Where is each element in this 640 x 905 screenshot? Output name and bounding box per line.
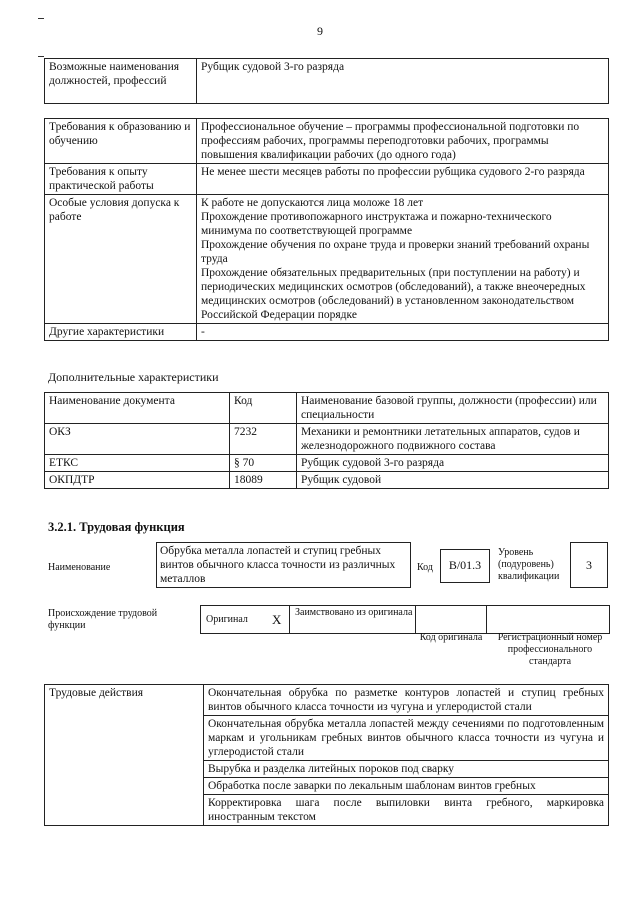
req-row-conditions — [45, 195, 609, 324]
margin-mark — [38, 56, 44, 57]
cell-doc: ЕТКС — [45, 455, 230, 472]
additional-table — [44, 392, 609, 489]
positions-table — [44, 58, 609, 104]
additional-title: Дополнительные характеристики — [48, 370, 219, 384]
borrowed-label: Заимствовано из оригинала — [295, 607, 413, 618]
additional-header-row — [45, 393, 609, 424]
level-label: Уровень (подуровень) квалификации — [498, 547, 560, 582]
action-item: Окончательная обрубка по разметке контуров лопастей и ступиц гребных винтов обычного класса точности из чугуна и углеродистой стали — [204, 685, 609, 716]
table-row — [45, 685, 609, 716]
original-mark: X — [272, 612, 282, 627]
function-name-label: Наименование — [48, 562, 111, 573]
action-item: Обработка после заварки по лекальным шаблонам винтов гребных — [204, 778, 609, 795]
cell-doc: ОКПДТР — [45, 472, 230, 489]
action-item: Корректировка шага после выпиловки винта гребного, маркировка иностранным текстом — [204, 795, 609, 826]
action-item: Окончательная обрубка металла лопастей между сечениями по подготовленным маркам и угольникам гребных винтов обычного класса точности из чугуна и углеродистой стали — [204, 716, 609, 761]
requirements-table — [44, 118, 609, 341]
page-number: 9 — [317, 24, 323, 38]
cell-code: 18089 — [230, 472, 297, 489]
origin-label: Происхождение трудовой функции — [48, 608, 158, 631]
function-code-value: B/01.3 — [440, 549, 490, 583]
col-header: Наименование документа — [45, 393, 230, 424]
req-value: Не менее шести месяцев работы по профессии рубщика судового 2-го разряда — [197, 164, 609, 195]
cell-name: Механики и ремонтники летательных аппаратов, судов и железнодорожного подвижного состава — [297, 424, 609, 455]
req-line: Прохождение обучения по охране труда и проверки знаний требований охраны труда — [201, 239, 590, 265]
req-label: Другие характеристики — [45, 324, 197, 341]
positions-value: Рубщик судовой 3-го разряда — [197, 59, 609, 104]
col-header: Наименование базовой группы, должности (профессии) или специальности — [297, 393, 609, 424]
divider — [415, 605, 416, 634]
actions-label: Трудовые действия — [45, 685, 204, 826]
divider — [289, 605, 290, 634]
actions-table — [44, 684, 609, 826]
original-label: Оригинал — [206, 614, 248, 625]
action-item: Вырубка и разделка литейных пороков под сварку — [204, 761, 609, 778]
table-row — [45, 472, 609, 489]
cell-code: 7232 — [230, 424, 297, 455]
table-row — [45, 455, 609, 472]
margin-mark — [38, 18, 44, 19]
req-line: Прохождение противопожарного инструктажа и пожарно-технического минимума по соответствующей программе — [201, 211, 552, 237]
table-row — [45, 424, 609, 455]
function-name-value: Обрубка металла лопастей и ступиц гребных винтов обычного класса точности из различных металлов — [156, 542, 411, 588]
req-label: Особые условия допуска к работе — [45, 195, 197, 324]
req-row-education — [45, 119, 609, 164]
positions-label: Возможные наименования должностей, профессий — [45, 59, 197, 104]
reg-caption: Регистрационный номер профессионального стандарта — [497, 632, 603, 667]
req-label: Требования к опыту практической работы — [45, 164, 197, 195]
req-label: Требования к образованию и обучению — [45, 119, 197, 164]
level-value: 3 — [570, 542, 608, 588]
req-value: - — [197, 324, 609, 341]
code-caption: Код оригинала — [419, 632, 483, 643]
req-row-experience — [45, 164, 609, 195]
req-value — [197, 195, 609, 324]
divider — [486, 605, 487, 634]
col-header: Код — [230, 393, 297, 424]
cell-name: Рубщик судовой 3-го разряда — [297, 455, 609, 472]
function-heading: 3.2.1. Трудовая функция — [48, 520, 185, 534]
req-line: Прохождение обязательных предварительных (при поступлении на работу) и периодических медицинских осмотров (обследований), а также внеочередных медицинских осмотров (обследований) в установленном законодательством Российской Федерации порядке — [201, 267, 586, 321]
req-row-other — [45, 324, 609, 341]
req-line: К работе не допускаются лица моложе 18 лет — [201, 197, 424, 209]
cell-doc: ОКЗ — [45, 424, 230, 455]
cell-code: § 70 — [230, 455, 297, 472]
cell-name: Рубщик судовой — [297, 472, 609, 489]
req-value: Профессиональное обучение – программы профессиональной подготовки по профессиям рабочих, программы переподготовки рабочих, программы повышения квалификации рабочих (до одного года) — [197, 119, 609, 164]
function-code-label: Код — [417, 562, 433, 573]
